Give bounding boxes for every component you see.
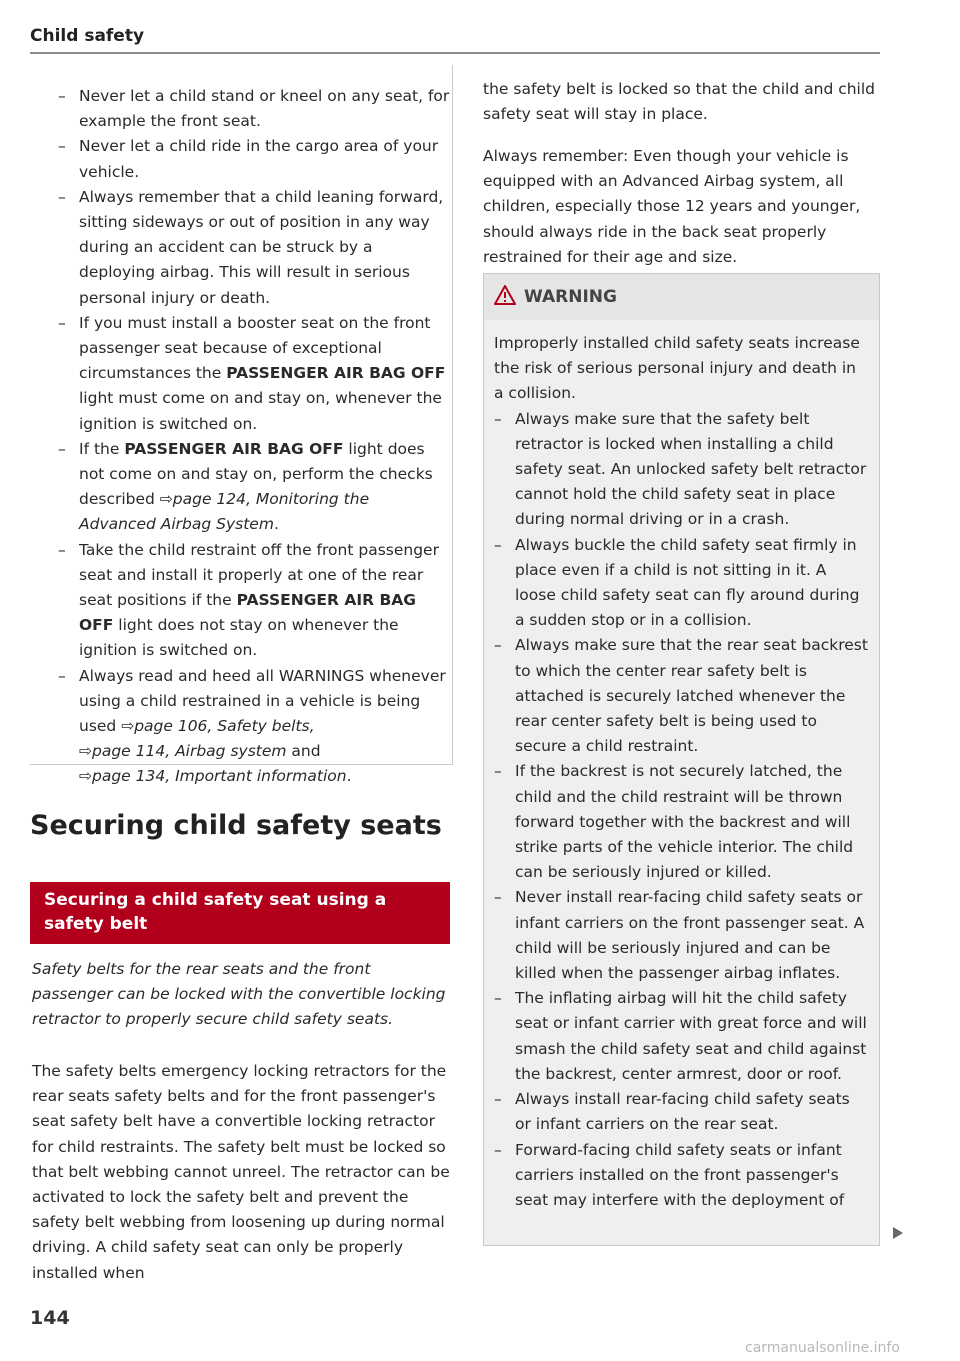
warning-title: WARNING bbox=[524, 287, 617, 307]
list-item: – If the backrest is not securely latched, the child and the child restraint will be thrown forward together with the backrest and will strike parts of the vehicle interior. The child can be seriously injured or killed. bbox=[494, 759, 869, 885]
list-item: – Always install rear-facing child safety seats or infant carriers on the rear seat. bbox=[494, 1087, 869, 1137]
section-header-title: Child safety bbox=[30, 26, 145, 46]
bold-label: PASSENGER AIR BAG OFF bbox=[79, 591, 416, 635]
continue-arrow-icon bbox=[893, 1227, 903, 1239]
warning-box bbox=[483, 273, 880, 1246]
page-number: 144 bbox=[30, 1307, 70, 1329]
watermark: carmanualsonline.info bbox=[745, 1340, 900, 1356]
page-reference-link[interactable]: ⇨page 124, Monitoring the Advanced Airbag System bbox=[79, 490, 370, 534]
warning-intro: Improperly installed child safety seats increase the risk of serious personal injury and death in a collision. bbox=[494, 334, 860, 403]
text-run: . bbox=[346, 767, 352, 786]
list-item bbox=[58, 437, 450, 538]
list-item: – Always make sure that the safety belt retractor is locked when installing a child safety seat. An unlocked safety belt retractor cannot hold the child safety seat in place during normal driving or in a crash. bbox=[494, 407, 869, 533]
warning-body bbox=[484, 320, 879, 1245]
page-reference-link[interactable]: ⇨page 106, Safety belts, bbox=[121, 717, 315, 736]
header-divider bbox=[30, 52, 880, 54]
box-border-right bbox=[452, 65, 453, 765]
section-heading: Securing child safety seats bbox=[30, 810, 442, 841]
body-paragraph: the safety belt is locked so that the child and child safety seat will stay in place. bbox=[483, 80, 876, 124]
list-item: – Forward-facing child safety seats or infant carriers installed on the front passenger's seat may interfere with the deployment of bbox=[494, 1138, 869, 1214]
text-run: and bbox=[286, 742, 321, 761]
text-run: Take the child restraint off the front passenger seat and install it properly at one of the rear seat positions if the bbox=[79, 540, 439, 610]
text-run: If you must install a booster seat on the front passenger seat because of exceptional circumstances the bbox=[79, 313, 431, 383]
list-item: – Never install rear-facing child safety seats or infant carriers on the front passenger seat. A child will be seriously injured and can be killed when the passenger airbag inflates. bbox=[494, 885, 869, 986]
text-run: If the bbox=[79, 439, 125, 458]
list-item: – Always make sure that the rear seat backrest to which the center rear safety belt is attached is securely latched whenever the rear center safety belt is being used to secure a child restraint. bbox=[494, 633, 869, 759]
text-run: light does not stay on whenever the ignition is switched on. bbox=[79, 616, 399, 660]
list-item: – The inflating airbag will hit the child safety seat or infant carrier with great force and will smash the child safety seat and child against the backrest, center armrest, door or roof. bbox=[494, 986, 869, 1087]
list-item bbox=[58, 664, 450, 790]
text-run: light does not come on and stay on, perform the checks described bbox=[79, 439, 433, 509]
text-run: light must come on and stay on, whenever the ignition is switched on. bbox=[79, 389, 442, 433]
subsection-intro: Safety belts for the rear seats and the front passenger can be locked with the convertible locking retractor to properly secure child safety seats. bbox=[32, 960, 446, 1029]
warning-triangle-icon bbox=[494, 285, 516, 309]
list-item: – Never let a child ride in the cargo area of your vehicle. bbox=[58, 134, 450, 184]
subsection-heading: Securing a child safety seat using a safety belt bbox=[30, 882, 450, 944]
list-item: – Always remember that a child leaning forward, sitting sideways or out of position in any way during an accident can be struck by a deploying airbag. This will result in serious personal injury or death. bbox=[58, 185, 450, 311]
warning-header bbox=[484, 274, 879, 320]
text-run: Always read and heed all WARNINGS whenever using a child restrained in a vehicle is being used bbox=[79, 666, 446, 736]
body-paragraph: The safety belts emergency locking retractors for the rear seats safety belts and for the front passenger's seat safety belt have a convertible locking retractor for child restraints. The safety belt must be locked so that belt webbing cannot unreel. The retractor can be activated to lock the safety belt and prevent the safety belt webbing from loosening up during normal driving. A child safety seat can only be properly installed when bbox=[32, 1062, 450, 1282]
list-item: – Never let a child stand or kneel on any seat, for example the front seat. bbox=[58, 84, 450, 134]
list-item bbox=[58, 538, 450, 664]
body-paragraph: Always remember: Even though your vehicle is equipped with an Advanced Airbag system, all children, especially those 12 years and younger, should always ride in the back seat properly restrained for their age and size. bbox=[483, 147, 861, 266]
text-run: . bbox=[273, 515, 279, 534]
list-item: – Always buckle the child safety seat firmly in place even if a child is not sitting in it. A loose child safety seat can fly around during a sudden stop or in a collision. bbox=[494, 533, 869, 634]
list-item bbox=[58, 311, 450, 437]
page-reference-link[interactable]: ⇨page 134, Important information bbox=[79, 767, 347, 786]
bold-label: PASSENGER AIR BAG OFF bbox=[226, 364, 446, 383]
left-warning-list bbox=[58, 84, 450, 790]
bold-label: PASSENGER AIR BAG OFF bbox=[124, 439, 344, 458]
page-reference-link[interactable]: ⇨page 114, Airbag system bbox=[79, 742, 287, 761]
